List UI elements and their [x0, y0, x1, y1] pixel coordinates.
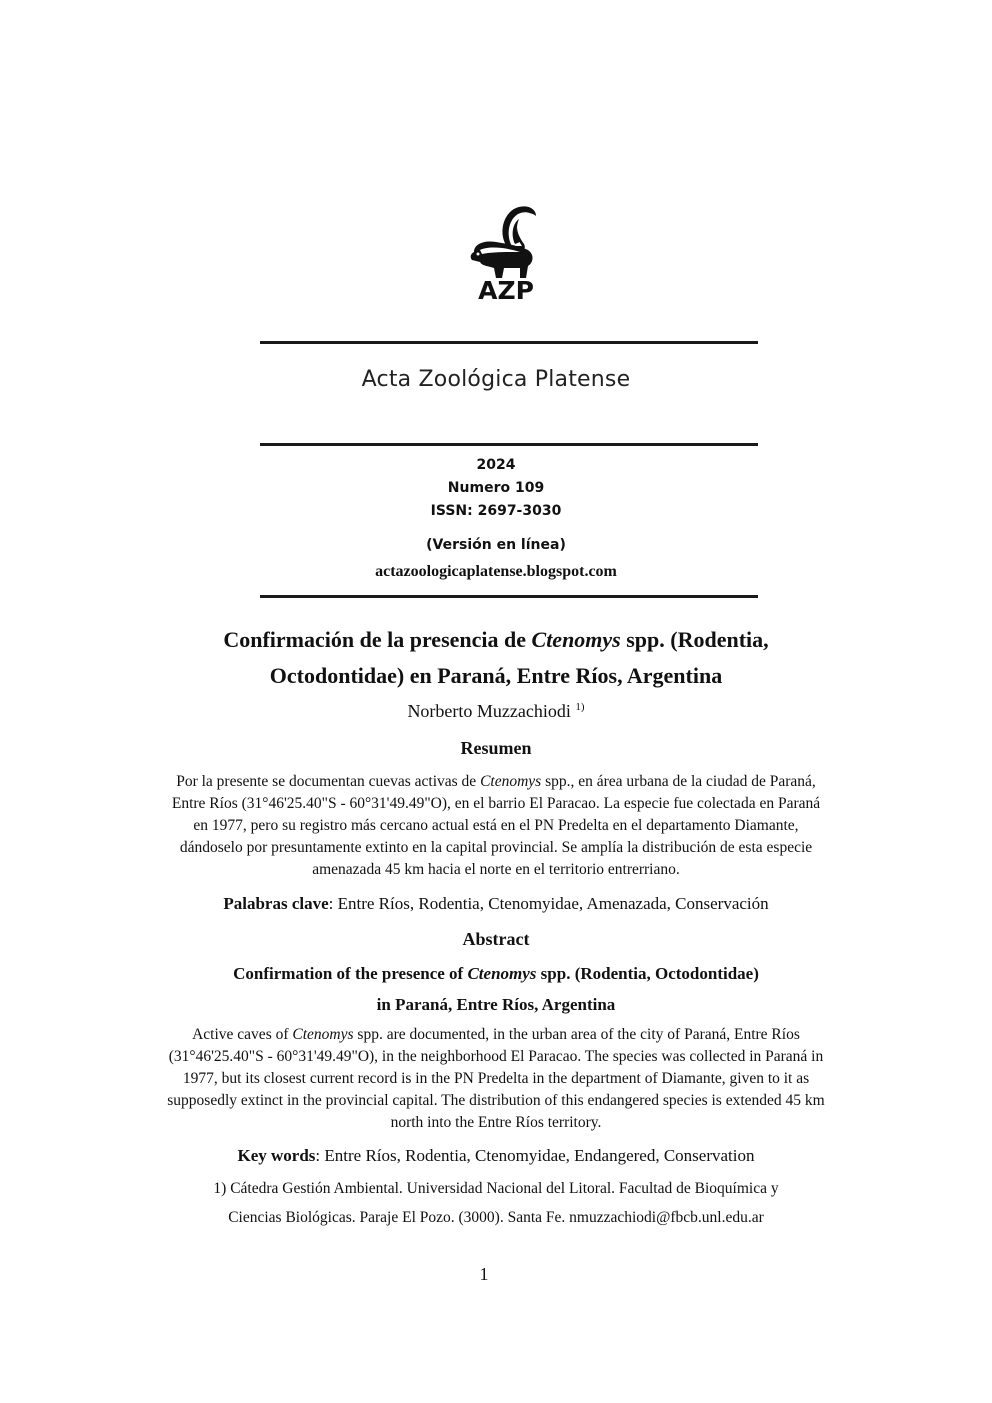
abstract-keywords: Key words: Entre Ríos, Rodentia, Ctenomyidae, Endangered, Conservation [237, 1146, 755, 1165]
resumen-line: amenazada 45 km hacia el norte en el territorio entrerriano. [312, 861, 680, 878]
resumen-line: dándoselo por presuntamente extinto en la capital provincial. Se amplía la distribución de esta especie [179, 839, 813, 856]
resumen-line: Entre Ríos (31°46'25.40"S - 60°31'49.49"O), en el barrio El Paracao. La especie fue colectada en Paraná [171, 795, 821, 812]
abstract-title-line2: in Paraná, Entre Ríos, Argentina [376, 995, 616, 1014]
resumen-line: en 1977, pero su registro más cercano actual está en el PN Predelta en el departamento Diamante, [193, 817, 799, 834]
resumen-body [130, 771, 862, 881]
affiliation-line1: 1) Cátedra Gestión Ambiental. Universidad Nacional del Litoral. Facultad de Bioquímica y [213, 1180, 779, 1197]
abstract-body [130, 1024, 862, 1134]
journal-year: 2024 [476, 457, 516, 473]
skunk-icon [468, 200, 544, 282]
journal-version: (Versión en línea) [426, 537, 566, 553]
page-number: 1 [479, 1264, 489, 1284]
abstract-line: Active caves of Ctenomys spp. are documented, in the urban area of the city of Paraná, Entre Ríos [192, 1026, 800, 1043]
header-rule-top [260, 341, 758, 344]
article-title-line1: Confirmación de la presencia de Ctenomys spp. (Rodentia, [223, 627, 769, 652]
resumen-heading: Resumen [460, 738, 532, 758]
abstract-line: (31°46'25.40"S - 60°31'49.49"O), in the neighborhood El Paracao. The species was collected in Paraná in [168, 1048, 824, 1065]
abstract-title-line1: Confirmation of the presence of Ctenomys spp. (Rodentia, Octodontidae) [233, 964, 759, 983]
header-rule-bottom [260, 595, 758, 598]
abstract-line: 1977, but its closest current record is in the PN Predelta in the department of Diamante, given to it as [182, 1070, 810, 1087]
abstract-line: north into the Entre Ríos territory. [390, 1114, 602, 1131]
article-title-line2: Octodontidae) en Paraná, Entre Ríos, Argentina [269, 663, 723, 688]
header-rule-middle [260, 443, 758, 446]
journal-issn: ISSN: 2697-3030 [430, 503, 562, 519]
affiliation-line2: Ciencias Biológicas. Paraje El Pozo. (3000). Santa Fe. nmuzzachiodi@fbcb.unl.edu.ar [228, 1209, 764, 1226]
resumen-line: Por la presente se documentan cuevas activas de Ctenomys spp., en área urbana de la ciudad de Paraná, [176, 773, 816, 790]
resumen-keywords: Palabras clave: Entre Ríos, Rodentia, Ctenomyidae, Amenazada, Conservación [223, 894, 769, 913]
journal-number: Numero 109 [447, 480, 545, 496]
logo-text: AZP [478, 276, 534, 305]
journal-name: Acta Zoológica Platense [361, 367, 631, 392]
affiliation [0, 1174, 992, 1232]
journal-url: actazoologicaplatense.blogspot.com [375, 563, 617, 580]
abstract-heading: Abstract [462, 929, 530, 949]
journal-logo [468, 200, 544, 310]
abstract-line: supposedly extinct in the provincial capital. The distribution of this endangered species is extended 45 km [167, 1092, 825, 1109]
article-author: Norberto Muzzachiodi $^{1)}$ [407, 701, 585, 721]
